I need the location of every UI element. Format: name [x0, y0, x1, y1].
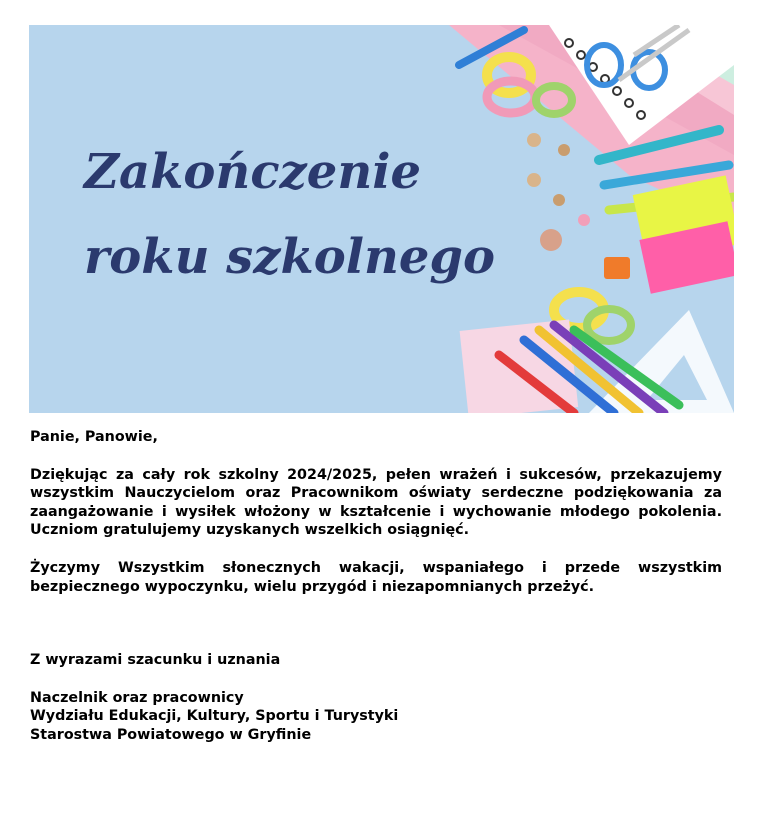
- pencil-shaving: [540, 229, 562, 251]
- letter-body: [30, 428, 722, 745]
- signature-line-2: Wydziału Edukacji, Kultury, Sportu i Turystyki: [30, 708, 399, 725]
- signature: [30, 689, 722, 745]
- banner-title-line2: roku szkolnego: [84, 229, 495, 285]
- paragraph-wishes: Życzymy Wszystkim słonecznych wakacji, wspaniałego i przede wszystkim bezpiecznego wypoczynku, wielu przygód i niezapomnianych przeżyć.: [30, 559, 722, 595]
- banner-illustration: [29, 25, 734, 413]
- paragraph-thanks: Dziękując za cały rok szkolny 2024/2025, pełen wrażeń i sukcesów, przekazujemy wszystkim Nauczycielom oraz Pracownikom oświaty serdeczne podziękowania za zaangażowanie i wysiłek włożony w kształcenie i wychowanie młodego pokolenia. Uczniom gratulujemy uzyskanych wszelkich osiągnięć.: [30, 466, 722, 539]
- sticky-notes: [633, 175, 734, 293]
- greeting: Panie, Panowie,: [30, 429, 158, 445]
- banner-image: [29, 25, 734, 413]
- closing-line: Z wyrazami szacunku i uznania: [30, 652, 281, 669]
- sharpener: [604, 257, 630, 279]
- signature-line-1: Naczelnik oraz pracownicy: [30, 689, 244, 706]
- signature-line-3: Starostwa Powiatowego w Gryfinie: [30, 726, 312, 743]
- banner-title-line1: Zakończenie: [84, 144, 422, 200]
